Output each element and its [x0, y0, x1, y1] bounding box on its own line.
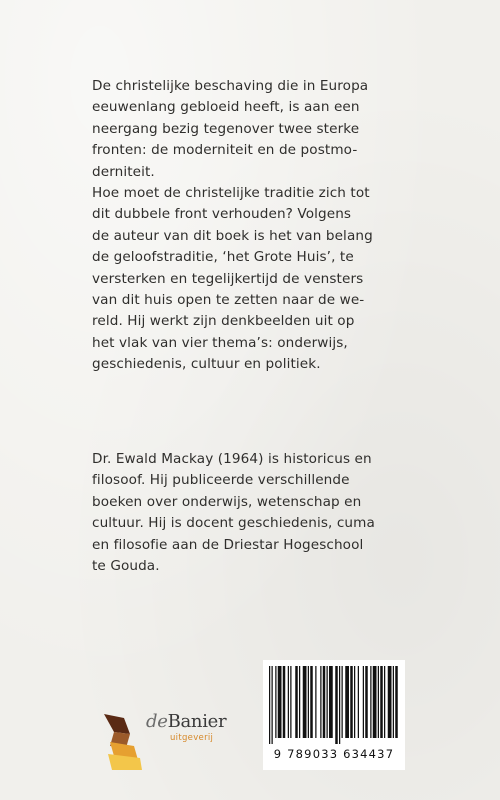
publisher-name [146, 711, 226, 732]
barcode-bar [290, 666, 291, 738]
barcode-bar [327, 666, 328, 738]
barcode-bar [275, 666, 276, 738]
blurb-line: eeuwenlang gebloeid heeft, is aan een [92, 99, 360, 116]
barcode-bar [388, 666, 392, 738]
barcode-bar [283, 666, 286, 738]
barcode-bar [335, 666, 338, 744]
blurb-line: fronten: de moderniteit en de postmo- [92, 142, 358, 159]
barcode-bar [288, 666, 289, 738]
blurb-line: Hoe moet de christelijke traditie zich tot [92, 185, 370, 202]
barcode-bar [378, 666, 379, 738]
barcode-bar [323, 666, 326, 738]
barcode-bar [370, 666, 371, 738]
isbn-barcode [263, 660, 405, 770]
barcode-bar [310, 666, 313, 738]
barcode-bar [320, 666, 321, 738]
barcode-bar [342, 666, 343, 738]
blurb-line: reld. Hij werkt zijn denkbeelden uit op [92, 313, 355, 330]
publisher-name-main: Banier [167, 711, 227, 732]
barcode-bar [303, 666, 307, 738]
barcode-bar [384, 666, 385, 738]
blurb-line: de auteur van dit boek is het van belang [92, 227, 373, 244]
blurb-line: De christelijke beschaving die in Europa [92, 78, 369, 94]
bio-line: en filosofie aan de Driestar Hogeschool [92, 536, 364, 553]
barcode-bar [358, 666, 359, 738]
blurb-line: neergang bezig tegenover twee sterke [92, 120, 360, 137]
barcode-bar [345, 666, 349, 738]
blurb-line: dit dubbele front verhouden? Volgens [92, 206, 352, 223]
blurb-line: versterken en tegelijkertijd de vensters [92, 270, 364, 287]
barcode-bar [329, 666, 333, 738]
barcode-bar [299, 666, 300, 738]
blurb-line: de geloofstraditie, ‘het Grote Huis’, te [92, 249, 354, 266]
barcode-bar [269, 666, 270, 744]
barcode-bar [308, 666, 309, 738]
isbn-number: 9 789033 634437 [273, 747, 395, 761]
bio-line: boeken over onderwijs, wetenschap en [92, 493, 362, 510]
publisher-name-prefix: de [146, 711, 168, 732]
bio-line: filosoof. Hij publiceerde verschillende [92, 472, 350, 489]
barcode-bars [269, 666, 399, 744]
bio-line: cultuur. Hij is docent geschiedenis, cuma [92, 515, 375, 532]
barcode-bar [380, 666, 383, 738]
barcode-bar [350, 666, 353, 738]
barcode-bar [315, 666, 316, 738]
barcode-bar [393, 666, 394, 738]
barcode-bar [354, 666, 355, 738]
blurb-line: geschiedenis, cultuur en politiek. [92, 356, 321, 373]
author-bio [92, 449, 412, 577]
barcode-bar [373, 666, 377, 738]
bio-line: te Gouda. [92, 558, 160, 575]
barcode-bar [363, 666, 364, 738]
blurb-line: van dit huis open te zetten naar de we- [92, 292, 365, 309]
barcode-bar [295, 666, 298, 738]
barcode-bar [395, 666, 398, 738]
blurb-line: derniteit. [92, 163, 155, 180]
barcode-bar [272, 666, 273, 744]
barcode-bar [278, 666, 282, 738]
blurb-line: het vlak van vier thema’s: onderwijs, [92, 334, 348, 351]
bio-line: Dr. Ewald Mackay (1964) is historicus en [92, 451, 372, 467]
publisher-subtitle: uitgeverij [170, 733, 214, 743]
barcode-bar [339, 666, 340, 744]
blurb-text [92, 76, 412, 376]
barcode-bar [365, 666, 368, 738]
